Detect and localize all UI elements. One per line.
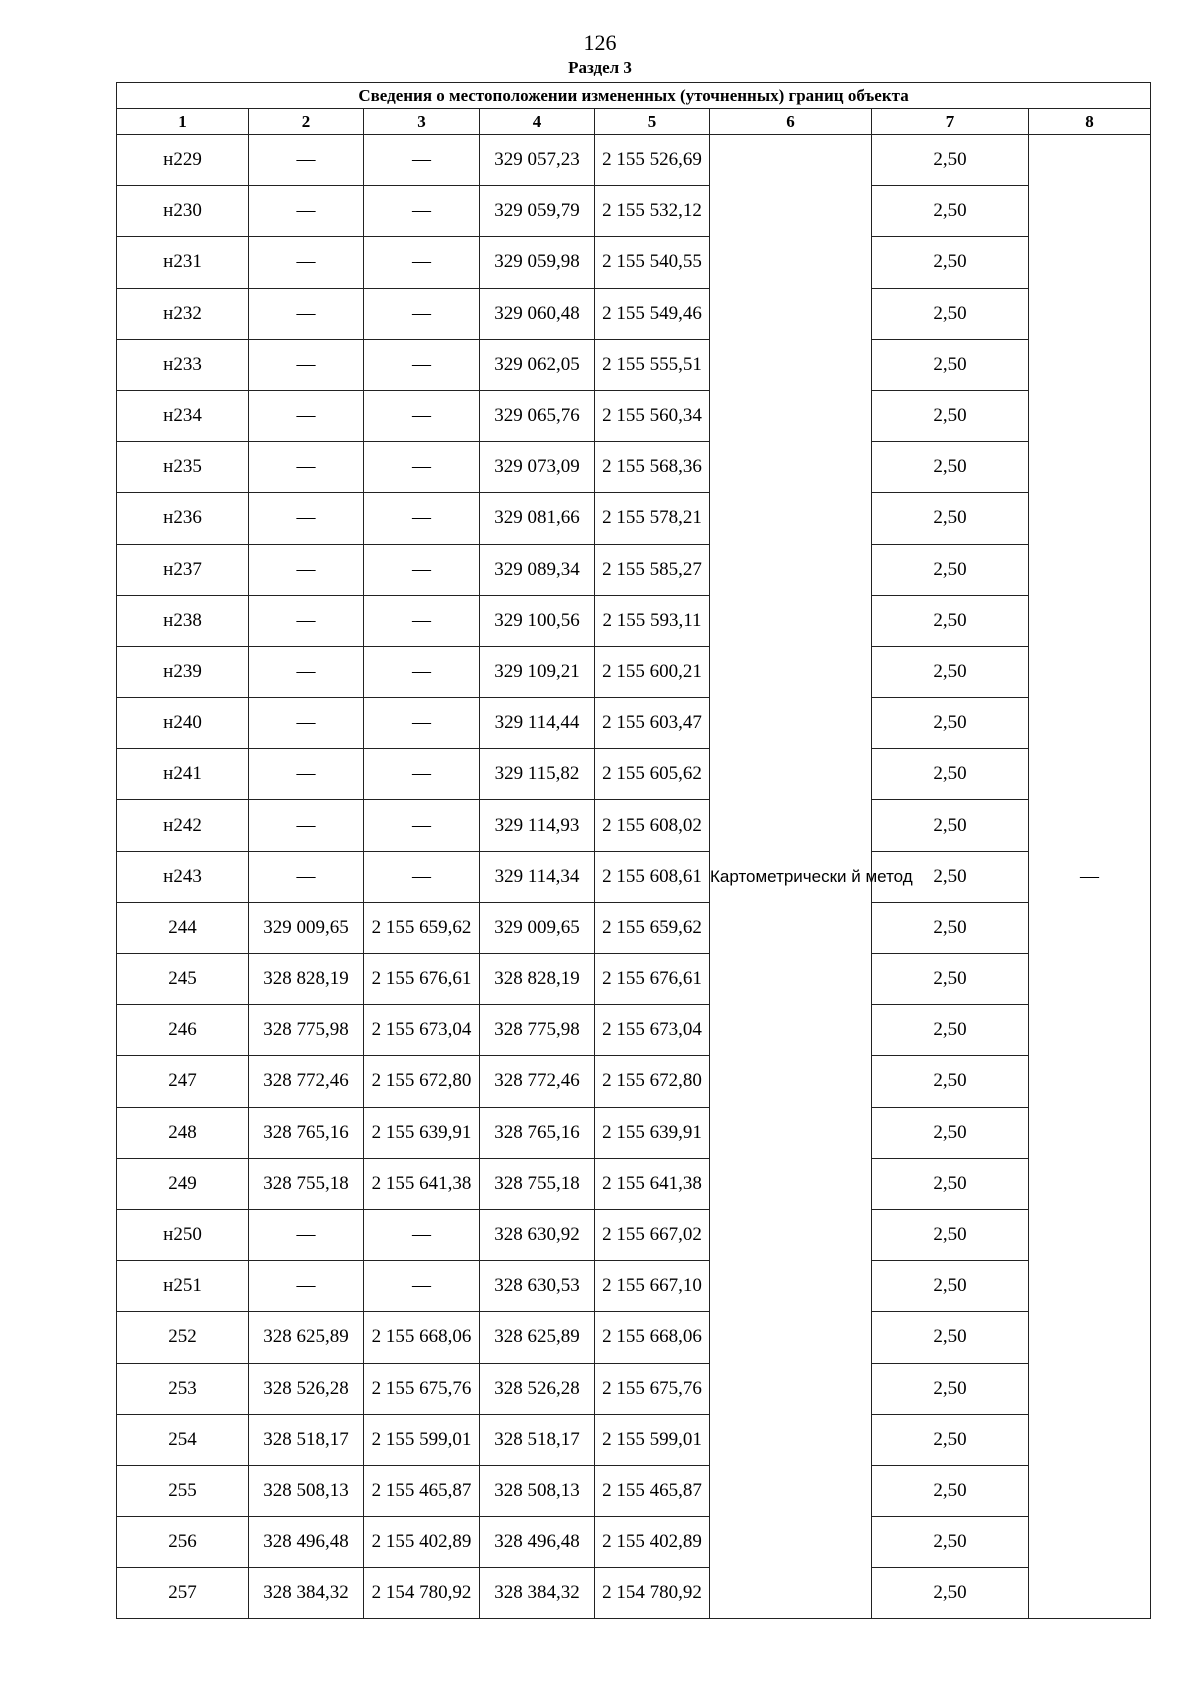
accuracy-cell: 2,50 [872, 1517, 1029, 1568]
point-number-cell: н237 [117, 544, 249, 595]
refined-y-cell: 2 155 673,04 [595, 1005, 710, 1056]
table-row [117, 1363, 1151, 1414]
existing-y-cell: — [364, 749, 480, 800]
column-header-2: 2 [249, 109, 364, 135]
existing-x-cell: 328 518,17 [249, 1414, 364, 1465]
accuracy-cell: 2,50 [872, 544, 1029, 595]
existing-x-cell: — [249, 339, 364, 390]
existing-y-cell: — [364, 186, 480, 237]
existing-x-cell: 328 496,48 [249, 1517, 364, 1568]
table-row [117, 1465, 1151, 1516]
section-title: Раздел 3 [568, 58, 632, 77]
point-number-cell: 253 [117, 1363, 249, 1414]
refined-y-cell: 2 154 780,92 [595, 1568, 710, 1619]
existing-x-cell: — [249, 1209, 364, 1260]
refined-x-cell: 329 059,98 [480, 237, 595, 288]
refined-x-cell: 329 089,34 [480, 544, 595, 595]
refined-x-cell: 328 496,48 [480, 1517, 595, 1568]
refined-y-cell: 2 155 540,55 [595, 237, 710, 288]
refined-y-cell: 2 155 667,10 [595, 1261, 710, 1312]
accuracy-cell: 2,50 [872, 1363, 1029, 1414]
refined-x-cell: 328 775,98 [480, 1005, 595, 1056]
point-number-cell: н251 [117, 1261, 249, 1312]
method-cell: Картометрически й метод [710, 135, 872, 1619]
refined-y-cell: 2 155 603,47 [595, 698, 710, 749]
existing-x-cell: 328 526,28 [249, 1363, 364, 1414]
table-row [117, 595, 1151, 646]
point-number-cell: 248 [117, 1107, 249, 1158]
accuracy-cell: 2,50 [872, 749, 1029, 800]
accuracy-cell: 2,50 [872, 1158, 1029, 1209]
existing-y-cell: 2 155 641,38 [364, 1158, 480, 1209]
existing-y-cell: 2 155 639,91 [364, 1107, 480, 1158]
existing-y-cell: 2 155 672,80 [364, 1056, 480, 1107]
point-number-cell: 255 [117, 1465, 249, 1516]
refined-x-cell: 329 073,09 [480, 442, 595, 493]
existing-x-cell: — [249, 493, 364, 544]
existing-y-cell: — [364, 442, 480, 493]
point-number-cell: н242 [117, 800, 249, 851]
accuracy-cell: 2,50 [872, 493, 1029, 544]
table-body [117, 135, 1151, 1619]
refined-x-cell: 328 828,19 [480, 954, 595, 1005]
existing-x-cell: 328 765,16 [249, 1107, 364, 1158]
refined-x-cell: 329 060,48 [480, 288, 595, 339]
accuracy-cell: 2,50 [872, 1261, 1029, 1312]
point-number-cell: 247 [117, 1056, 249, 1107]
refined-x-cell: 329 009,65 [480, 902, 595, 953]
existing-y-cell: 2 155 673,04 [364, 1005, 480, 1056]
refined-x-cell: 329 100,56 [480, 595, 595, 646]
table-row [117, 646, 1151, 697]
boundary-coordinates-table [116, 82, 1151, 1619]
existing-x-cell: — [249, 288, 364, 339]
point-number-cell: 254 [117, 1414, 249, 1465]
refined-y-cell: 2 155 465,87 [595, 1465, 710, 1516]
table-row [117, 1209, 1151, 1260]
existing-x-cell: — [249, 442, 364, 493]
refined-y-cell: 2 155 555,51 [595, 339, 710, 390]
existing-y-cell: 2 155 676,61 [364, 954, 480, 1005]
table-row [117, 237, 1151, 288]
accuracy-cell: 2,50 [872, 135, 1029, 186]
existing-y-cell: — [364, 1209, 480, 1260]
refined-x-cell: 328 630,92 [480, 1209, 595, 1260]
existing-y-cell: — [364, 595, 480, 646]
point-number-cell: н230 [117, 186, 249, 237]
accuracy-cell: 2,50 [872, 1107, 1029, 1158]
refined-y-cell: 2 155 599,01 [595, 1414, 710, 1465]
refined-y-cell: 2 155 585,27 [595, 544, 710, 595]
accuracy-cell: 2,50 [872, 1465, 1029, 1516]
point-number-cell: н229 [117, 135, 249, 186]
point-number-cell: н241 [117, 749, 249, 800]
table-caption-row [117, 83, 1151, 109]
column-header-6: 6 [710, 109, 872, 135]
table-row [117, 1107, 1151, 1158]
table-caption: Сведения о местоположении измененных (уточненных) границ объекта [117, 83, 1151, 109]
accuracy-cell: 2,50 [872, 800, 1029, 851]
existing-y-cell: — [364, 851, 480, 902]
existing-y-cell: — [364, 339, 480, 390]
page-number: 126 [583, 30, 617, 55]
accuracy-cell: 2,50 [872, 390, 1029, 441]
refined-y-cell: 2 155 608,61 [595, 851, 710, 902]
table-row [117, 339, 1151, 390]
table-row [117, 902, 1151, 953]
existing-x-cell: — [249, 544, 364, 595]
accuracy-cell: 2,50 [872, 1005, 1029, 1056]
refined-x-cell: 328 625,89 [480, 1312, 595, 1363]
point-number-cell: 257 [117, 1568, 249, 1619]
point-number-cell: 249 [117, 1158, 249, 1209]
refined-x-cell: 329 081,66 [480, 493, 595, 544]
refined-x-cell: 328 508,13 [480, 1465, 595, 1516]
refined-x-cell: 329 059,79 [480, 186, 595, 237]
column-header-4: 4 [480, 109, 595, 135]
accuracy-cell: 2,50 [872, 595, 1029, 646]
existing-y-cell: 2 155 675,76 [364, 1363, 480, 1414]
existing-y-cell: — [364, 493, 480, 544]
existing-y-cell: 2 155 402,89 [364, 1517, 480, 1568]
refined-x-cell: 329 057,23 [480, 135, 595, 186]
table-row [117, 1158, 1151, 1209]
point-number-cell: н234 [117, 390, 249, 441]
existing-x-cell: 328 508,13 [249, 1465, 364, 1516]
accuracy-cell: 2,50 [872, 851, 1029, 902]
refined-x-cell: 328 755,18 [480, 1158, 595, 1209]
accuracy-cell: 2,50 [872, 339, 1029, 390]
point-number-cell: н239 [117, 646, 249, 697]
accuracy-cell: 2,50 [872, 442, 1029, 493]
existing-x-cell: — [249, 135, 364, 186]
existing-x-cell: — [249, 800, 364, 851]
point-number-cell: 244 [117, 902, 249, 953]
refined-y-cell: 2 155 578,21 [595, 493, 710, 544]
existing-x-cell: 329 009,65 [249, 902, 364, 953]
accuracy-cell: 2,50 [872, 902, 1029, 953]
refined-x-cell: 328 526,28 [480, 1363, 595, 1414]
table-row [117, 544, 1151, 595]
table-row [117, 135, 1151, 186]
refined-y-cell: 2 155 675,76 [595, 1363, 710, 1414]
refined-y-cell: 2 155 549,46 [595, 288, 710, 339]
table-row [117, 1056, 1151, 1107]
refined-y-cell: 2 155 526,69 [595, 135, 710, 186]
existing-x-cell: — [249, 1261, 364, 1312]
existing-x-cell: — [249, 186, 364, 237]
refined-x-cell: 328 518,17 [480, 1414, 595, 1465]
refined-y-cell: 2 155 641,38 [595, 1158, 710, 1209]
table-row [117, 493, 1151, 544]
accuracy-cell: 2,50 [872, 237, 1029, 288]
existing-y-cell: — [364, 800, 480, 851]
accuracy-cell: 2,50 [872, 954, 1029, 1005]
table-row [117, 288, 1151, 339]
table-row [117, 390, 1151, 441]
existing-x-cell: — [249, 595, 364, 646]
table-row [117, 749, 1151, 800]
point-number-cell: н232 [117, 288, 249, 339]
refined-y-cell: 2 155 402,89 [595, 1517, 710, 1568]
accuracy-cell: 2,50 [872, 1568, 1029, 1619]
column-header-row [117, 109, 1151, 135]
existing-x-cell: 328 775,98 [249, 1005, 364, 1056]
table-row [117, 954, 1151, 1005]
refined-x-cell: 329 114,93 [480, 800, 595, 851]
refined-y-cell: 2 155 668,06 [595, 1312, 710, 1363]
refined-x-cell: 328 772,46 [480, 1056, 595, 1107]
existing-x-cell: 328 772,46 [249, 1056, 364, 1107]
refined-y-cell: 2 155 676,61 [595, 954, 710, 1005]
point-number-cell: 245 [117, 954, 249, 1005]
refined-x-cell: 328 384,32 [480, 1568, 595, 1619]
refined-y-cell: 2 155 600,21 [595, 646, 710, 697]
existing-y-cell: 2 155 599,01 [364, 1414, 480, 1465]
table-row [117, 442, 1151, 493]
refined-y-cell: 2 155 659,62 [595, 902, 710, 953]
refined-x-cell: 329 065,76 [480, 390, 595, 441]
column-header-7: 7 [872, 109, 1029, 135]
refined-x-cell: 328 765,16 [480, 1107, 595, 1158]
point-number-cell: н236 [117, 493, 249, 544]
refined-y-cell: 2 155 639,91 [595, 1107, 710, 1158]
existing-y-cell: — [364, 1261, 480, 1312]
column-header-1: 1 [117, 109, 249, 135]
accuracy-cell: 2,50 [872, 698, 1029, 749]
point-number-cell: 246 [117, 1005, 249, 1056]
accuracy-cell: 2,50 [872, 1209, 1029, 1260]
refined-y-cell: 2 155 667,02 [595, 1209, 710, 1260]
existing-x-cell: — [249, 646, 364, 697]
table-row [117, 1517, 1151, 1568]
table-row [117, 1414, 1151, 1465]
existing-y-cell: — [364, 288, 480, 339]
point-number-cell: 256 [117, 1517, 249, 1568]
point-number-cell: н233 [117, 339, 249, 390]
column-header-8: 8 [1029, 109, 1151, 135]
existing-y-cell: — [364, 390, 480, 441]
existing-x-cell: — [249, 390, 364, 441]
point-number-cell: 252 [117, 1312, 249, 1363]
point-number-cell: н235 [117, 442, 249, 493]
column-header-3: 3 [364, 109, 480, 135]
point-number-cell: н250 [117, 1209, 249, 1260]
table-row [117, 800, 1151, 851]
existing-y-cell: 2 155 668,06 [364, 1312, 480, 1363]
existing-y-cell: — [364, 698, 480, 749]
refined-y-cell: 2 155 672,80 [595, 1056, 710, 1107]
existing-y-cell: 2 154 780,92 [364, 1568, 480, 1619]
refined-x-cell: 329 114,44 [480, 698, 595, 749]
existing-x-cell: 328 828,19 [249, 954, 364, 1005]
table-row [117, 1312, 1151, 1363]
existing-x-cell: — [249, 698, 364, 749]
refined-y-cell: 2 155 608,02 [595, 800, 710, 851]
refined-x-cell: 329 114,34 [480, 851, 595, 902]
existing-y-cell: — [364, 237, 480, 288]
point-number-cell: н238 [117, 595, 249, 646]
column-header-5: 5 [595, 109, 710, 135]
refined-y-cell: 2 155 560,34 [595, 390, 710, 441]
table-row [117, 1261, 1151, 1312]
existing-y-cell: — [364, 135, 480, 186]
point-number-cell: н240 [117, 698, 249, 749]
refined-y-cell: 2 155 593,11 [595, 595, 710, 646]
accuracy-cell: 2,50 [872, 288, 1029, 339]
refined-y-cell: 2 155 568,36 [595, 442, 710, 493]
refined-x-cell: 329 109,21 [480, 646, 595, 697]
existing-y-cell: 2 155 659,62 [364, 902, 480, 953]
table-row [117, 1568, 1151, 1619]
accuracy-cell: 2,50 [872, 186, 1029, 237]
existing-y-cell: — [364, 646, 480, 697]
existing-x-cell: 328 625,89 [249, 1312, 364, 1363]
existing-x-cell: 328 384,32 [249, 1568, 364, 1619]
existing-y-cell: 2 155 465,87 [364, 1465, 480, 1516]
refined-y-cell: 2 155 532,12 [595, 186, 710, 237]
refined-x-cell: 328 630,53 [480, 1261, 595, 1312]
accuracy-cell: 2,50 [872, 1056, 1029, 1107]
column8-cell: — [1029, 135, 1151, 1619]
existing-y-cell: — [364, 544, 480, 595]
existing-x-cell: — [249, 749, 364, 800]
refined-x-cell: 329 062,05 [480, 339, 595, 390]
table-row [117, 186, 1151, 237]
existing-x-cell: 328 755,18 [249, 1158, 364, 1209]
accuracy-cell: 2,50 [872, 1414, 1029, 1465]
accuracy-cell: 2,50 [872, 1312, 1029, 1363]
point-number-cell: н243 [117, 851, 249, 902]
table-row [117, 698, 1151, 749]
point-number-cell: н231 [117, 237, 249, 288]
table-row [117, 1005, 1151, 1056]
refined-x-cell: 329 115,82 [480, 749, 595, 800]
existing-x-cell: — [249, 851, 364, 902]
existing-x-cell: — [249, 237, 364, 288]
accuracy-cell: 2,50 [872, 646, 1029, 697]
table-row [117, 851, 1151, 902]
refined-y-cell: 2 155 605,62 [595, 749, 710, 800]
